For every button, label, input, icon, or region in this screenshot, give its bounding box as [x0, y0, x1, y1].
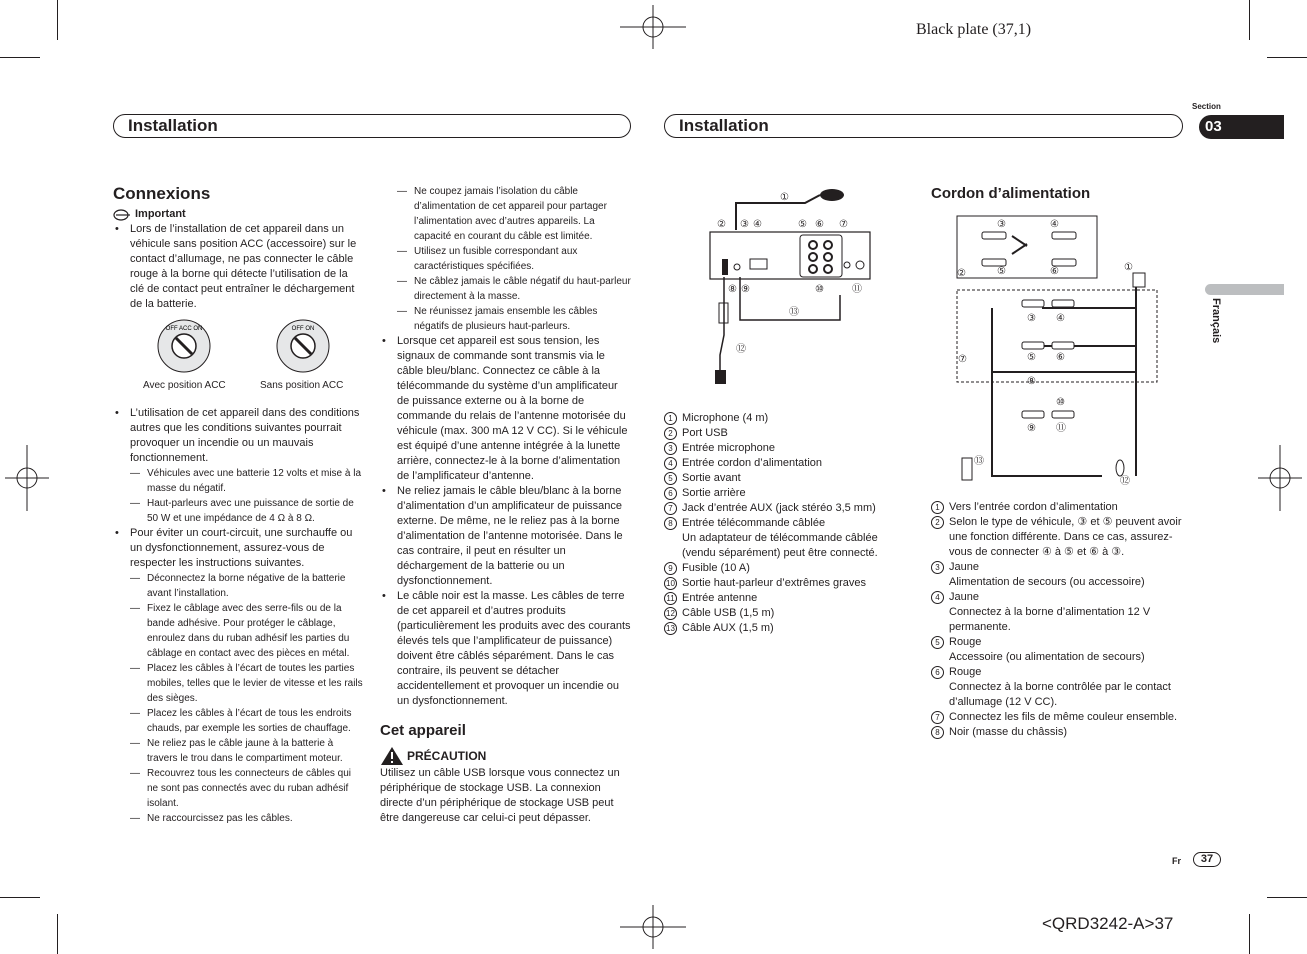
legend-text: Un adaptateur de télécommande câblée (vendu séparément) peut être connecté.	[682, 532, 878, 559]
dash-battery: — Véhicules avec une batterie 12 volts et mise à la masse du négatif.	[113, 466, 363, 496]
caution-header: PRÉCAUTION	[380, 746, 631, 766]
legend-number: 6	[664, 487, 677, 500]
language-label: Français	[1210, 298, 1222, 344]
legend-text: Entrée antenne	[682, 592, 758, 604]
label-2: ②	[717, 219, 726, 230]
power-cord-heading: Cordon d’alimentation	[931, 185, 1091, 202]
svg-text:⑥: ⑥	[1056, 352, 1065, 363]
legend-text: Vers l’entrée cordon d’alimentation	[949, 501, 1118, 513]
legend-item	[931, 575, 1186, 590]
legend-text: Entrée microphone	[682, 442, 775, 454]
legend-text: Jaune	[949, 561, 979, 573]
legend-text: Connectez les fils de même couleur ensemble.	[949, 711, 1178, 723]
legend-number: 3	[931, 561, 944, 574]
bullet-acc: • Lors de l’installation de cet appareil dans un véhicule sans position ACC (accessoire) sur le contact d’allumage, ne pas connecter le câble rouge à la borne qui détecte l’utilisation de la clé de contact peut entraîner le déchargement de la batterie.	[113, 222, 363, 312]
legend-text: Sortie haut-parleur d’extrêmes graves	[682, 577, 867, 589]
legend-item	[664, 501, 894, 516]
warning-icon	[380, 746, 404, 766]
page-number: 37	[1193, 852, 1221, 867]
bullet-black-ground: • Le câble noir est la masse. Les câbles de terre de cet appareil et d’autres produits (particulièrement les produits avec des courants élevés tels que l’amplificateur de puissance) doivent être câblés séparément. Dans le cas contraire, ils peuvent se détacher accidentellement et provoquer un incendie ou un dysfonctionnement.	[380, 589, 631, 709]
plate-label: Black plate (37,1)	[916, 21, 1032, 38]
label-1: ①	[780, 192, 789, 203]
legend-number: 12	[664, 607, 677, 620]
dash-insulation: — Ne coupez jamais l’isolation du câble d’alimentation de cet appareil pour partager l’alimentation avec d’autres appareils. La capacité en courant du câble est limitée.	[380, 184, 631, 244]
legend-item	[664, 591, 894, 606]
bullet-blue-white: • Lorsque cet appareil est sous tension, les signaux de commande sont transmis via le câble bleu/blanc. Connectez ce câble à la télécommande du système d’un amplificateur de puissance externe ou à la borne de commande du relais de l’antenne motorisée du véhicule (max. 300 mA 12 V CC). Si le véhicule est équipé d’une antenne intégrée à la lunette arrière, connectez-le à la borne d’alimentation de l’amplificateur d’antenne.	[380, 334, 631, 484]
dash-moving-parts: — Placez les câbles à l’écart de toutes les parties mobiles, telles que le levier de vitesse et les rails des sièges.	[113, 661, 363, 706]
legend-item	[931, 665, 1186, 680]
svg-text:③: ③	[997, 219, 1006, 230]
svg-text:②: ②	[957, 268, 966, 279]
head-unit-legend	[664, 411, 894, 636]
legend-item	[931, 635, 1186, 650]
legend-item	[664, 576, 894, 591]
svg-text:⑬: ⑬	[974, 456, 984, 467]
ignition-no-acc-label: Sans position ACC	[260, 380, 344, 391]
legend-text: Connectez à la borne contrôlée par le contact d’allumage (12 V CC).	[949, 681, 1171, 708]
legend-number: 7	[664, 502, 677, 515]
crop-mark	[57, 914, 58, 954]
ignition-images	[113, 318, 363, 398]
dash-fix-wiring: — Fixez le câblage avec des serre-fils ou de la bande adhésive. Pour protéger le câblage, enroulez dans du ruban adhésif les parties du câblage en contact avec des pièces en métal.	[113, 601, 363, 661]
bullet-blue-white-never: • Ne reliez jamais le câble bleu/blanc à la borne d’alimentation d’un amplificateur de puissance externe. De même, ne le reliez pas à la borne d’alimentation de l’antenne motorisée. Dans le cas contraire, il peut en résulter un déchargement de la batterie ou un dysfonctionnement.	[380, 484, 631, 589]
crop-mark	[0, 57, 40, 58]
svg-text:OFF ACC ON: OFF ACC ON	[165, 326, 203, 332]
legend-number: 2	[664, 427, 677, 440]
label-8: ⑧	[728, 284, 737, 295]
dash-hot-places: — Placez les câbles à l’écart de tous les endroits chauds, par exemple les sorties de chauffage.	[113, 706, 363, 736]
important-note: Important	[113, 207, 363, 222]
left-section-tab: Installation	[113, 114, 631, 138]
legend-number: 5	[664, 472, 677, 485]
legend-number: 7	[931, 711, 944, 724]
legend-number: 4	[931, 591, 944, 604]
bullet-short-circuit: • Pour éviter un court-circuit, une surchauffe ou un dysfonctionnement, assurez-vous de respecter les instructions suivantes.	[113, 526, 363, 571]
legend-text: Entrée cordon d’alimentation	[682, 457, 823, 469]
crop-mark	[1267, 57, 1307, 58]
svg-text:⑧: ⑧	[1027, 376, 1036, 387]
legend-item	[664, 471, 894, 486]
legend-number: 2	[931, 516, 944, 529]
legend-item	[931, 710, 1186, 725]
legend-item	[664, 531, 894, 561]
legend-number: 8	[664, 517, 677, 530]
dash-no-shorten: — Ne raccourcissez pas les câbles.	[113, 811, 363, 826]
dash-negative-join: — Ne réunissez jamais ensemble les câbles négatifs de plusieurs haut-parleurs.	[380, 304, 631, 334]
power-cord-legend	[931, 500, 1186, 740]
legend-text: Entrée télécommande câblée	[682, 517, 826, 529]
registration-mark-left-icon	[5, 445, 49, 511]
svg-text:OFF ON: OFF ON	[291, 326, 315, 332]
legend-item	[931, 590, 1186, 605]
label-5: ⑤	[798, 219, 807, 230]
legend-number: 9	[664, 562, 677, 575]
dash-negative-ground: — Ne câblez jamais le câble négatif du haut-parleur directement à la masse.	[380, 274, 631, 304]
legend-text: Accessoire (ou alimentation de secours)	[949, 651, 1145, 663]
section-label: Section	[1192, 102, 1221, 111]
legend-item	[664, 561, 894, 576]
legend-text: Alimentation de secours (ou accessoire)	[949, 576, 1145, 588]
crop-mark	[1267, 897, 1307, 898]
legend-number: 4	[664, 457, 677, 470]
crop-mark	[57, 0, 58, 40]
legend-text: Sortie arrière	[682, 487, 746, 499]
registration-mark-top-icon	[620, 5, 686, 49]
legend-text: Sortie avant	[682, 472, 741, 484]
legend-item	[664, 606, 894, 621]
svg-text:③: ③	[1027, 313, 1036, 324]
head-unit-rear-diagram	[700, 185, 880, 390]
label-10: ⑩	[815, 284, 824, 295]
connexions-heading: Connexions	[113, 184, 211, 203]
legend-text: Fusible (10 A)	[682, 562, 750, 574]
legend-item	[664, 516, 894, 531]
dash-speakers: — Haut-parleurs avec une puissance de sortie de 50 W et une impédance de 4 Ω à 8 Ω.	[113, 496, 363, 526]
legend-item	[664, 486, 894, 501]
svg-text:⑤: ⑤	[1027, 352, 1036, 363]
legend-item	[931, 500, 1186, 515]
legend-item	[931, 560, 1186, 575]
column-2	[380, 184, 631, 826]
svg-text:④: ④	[1056, 313, 1065, 324]
legend-text: Câble AUX (1,5 m)	[682, 622, 774, 634]
svg-text:⑥: ⑥	[1050, 266, 1059, 277]
legend-item	[931, 605, 1186, 635]
legend-item	[664, 441, 894, 456]
legend-item	[664, 621, 894, 636]
legend-text: Jack d’entrée AUX (jack stéréo 3,5 mm)	[682, 502, 876, 514]
svg-text:①: ①	[1124, 262, 1133, 273]
legend-text: Selon le type de véhicule, ③ et ⑤ peuvent avoir une fonction différente. Dans ce cas, assurez-vous de connecter ④ à ⑤ et ⑥ à ③.	[949, 516, 1182, 558]
crop-mark	[1249, 914, 1250, 954]
section-number: 03	[1205, 118, 1222, 135]
crop-mark	[1249, 0, 1250, 40]
svg-text:⑫: ⑫	[1120, 476, 1130, 487]
legend-number: 13	[664, 622, 677, 635]
svg-text:⑨: ⑨	[1027, 423, 1036, 434]
legend-number: 5	[931, 636, 944, 649]
legend-text: Rouge	[949, 666, 982, 678]
legend-text: Rouge	[949, 636, 982, 648]
legend-number: 1	[664, 412, 677, 425]
footer-lang: Fr	[1172, 856, 1181, 866]
label-12: ⑫	[736, 344, 746, 355]
bullet-conditions: • L’utilisation de cet appareil dans des conditions autres que les conditions suivantes pourrait provoquer un incendie ou un mauvais fonctionnement.	[113, 406, 363, 466]
legend-item	[664, 456, 894, 471]
svg-text:⑪: ⑪	[1056, 423, 1066, 434]
language-tab	[1205, 284, 1284, 295]
dash-yellow-cable: — Ne reliez pas le câble jaune à la batterie à travers le trou dans le compartiment moteur.	[113, 736, 363, 766]
legend-text: Jaune	[949, 591, 979, 603]
legend-item	[931, 680, 1186, 710]
legend-text: Noir (masse du châssis)	[949, 726, 1067, 738]
legend-item	[931, 725, 1186, 740]
caution-text: Utilisez un câble USB lorsque vous connectez un périphérique de stockage USB. La connexion directe d’un périphérique de stockage USB peut être dangereuse car celui-ci peut dépasser.	[380, 767, 620, 824]
legend-item	[664, 411, 894, 426]
legend-number: 11	[664, 592, 677, 605]
svg-text:⑤: ⑤	[997, 266, 1006, 277]
legend-text: Connectez à la borne d’alimentation 12 V permanente.	[949, 606, 1151, 633]
column-1	[113, 186, 363, 826]
power-cord-diagram	[952, 212, 1162, 487]
legend-text: Câble USB (1,5 m)	[682, 607, 775, 619]
svg-text:⑦: ⑦	[958, 354, 967, 365]
dash-disconnect: — Déconnectez la borne négative de la batterie avant l’installation.	[113, 571, 363, 601]
label-9: ⑨	[741, 284, 750, 295]
section-badge	[1199, 115, 1284, 139]
ignition-acc-icon	[156, 318, 212, 374]
legend-number: 3	[664, 442, 677, 455]
label-6: ⑥	[815, 219, 824, 230]
legend-text: Port USB	[682, 427, 728, 439]
label-7: ⑦	[839, 219, 848, 230]
svg-text:⑩: ⑩	[1056, 397, 1065, 408]
legend-number: 10	[664, 577, 677, 590]
legend-item	[664, 426, 894, 441]
legend-number: 8	[931, 726, 944, 739]
label-3: ③	[740, 219, 749, 230]
legend-number: 1	[931, 501, 944, 514]
crop-mark	[0, 897, 40, 898]
dash-cover-connectors: — Recouvrez tous les connecteurs de câbles qui ne sont pas connectés avec du ruban adhésif isolant.	[113, 766, 363, 811]
label-11: ⑪	[852, 284, 862, 295]
right-section-tab: Installation	[664, 114, 1183, 138]
registration-mark-bottom-icon	[620, 905, 686, 949]
svg-text:④: ④	[1050, 219, 1059, 230]
legend-number: 6	[931, 666, 944, 679]
legend-item	[931, 515, 1186, 560]
dash-fuse: — Utilisez un fusible correspondant aux caractéristiques spécifiées.	[380, 244, 631, 274]
ignition-no-acc-icon	[275, 318, 331, 374]
label-13: ⑬	[789, 307, 799, 318]
document-code: <QRD3242-A>37	[1042, 914, 1174, 933]
legend-item	[931, 650, 1186, 665]
ignition-acc-label: Avec position ACC	[143, 380, 226, 391]
legend-text: Microphone (4 m)	[682, 412, 769, 424]
important-icon	[113, 209, 131, 221]
registration-mark-right-icon	[1258, 445, 1302, 511]
label-4: ④	[753, 219, 762, 230]
cet-appareil-heading: Cet appareil	[380, 722, 466, 739]
